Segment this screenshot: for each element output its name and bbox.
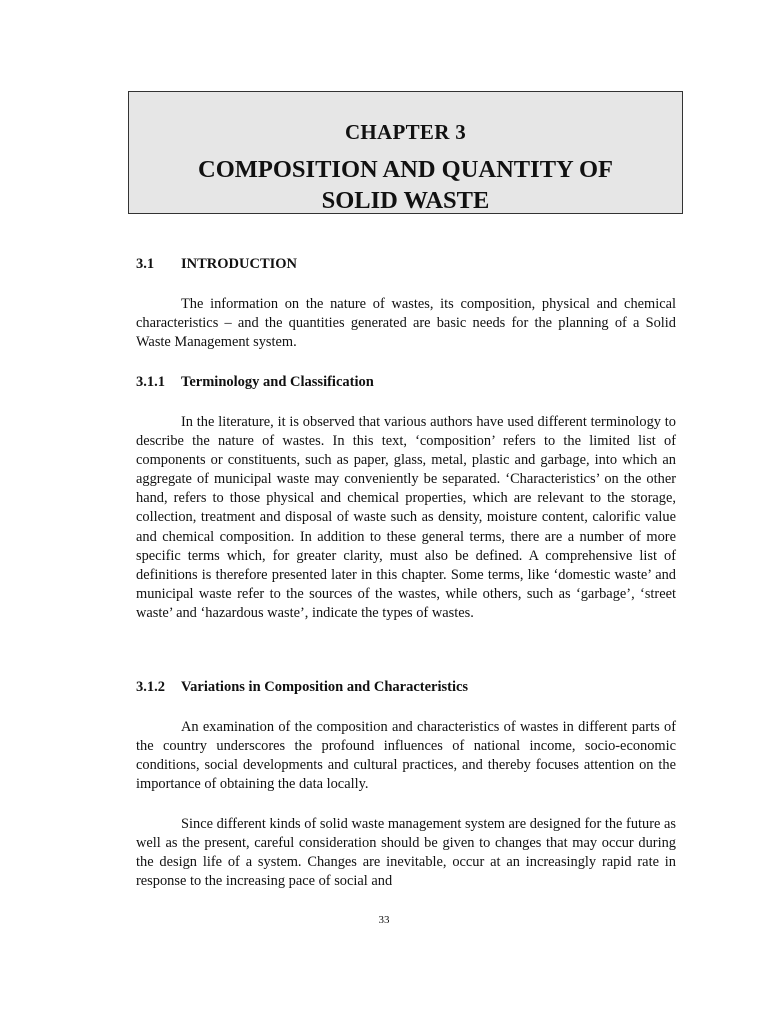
page-number: 33 bbox=[378, 914, 390, 926]
section-title: Variations in Composition and Characteristics bbox=[181, 679, 469, 695]
section-number: 3.1 bbox=[136, 256, 155, 272]
chapter-title-line-2: SOLID WASTE bbox=[321, 187, 490, 214]
section-heading-terminology bbox=[136, 374, 374, 391]
variations-paragraph-2: Since different kinds of solid waste management system are designed for the future as well as the present, careful consideration should be given to changes that may occur during the design life of a system. Changes are inevitable, occur at an increasingly rapid rate in response to the increasing pace of social and bbox=[136, 816, 676, 890]
terminology-paragraph: In the literature, it is observed that various authors have used different terminology to describe the nature of wastes. In this text, ‘composition’ refers to the limited list of components or constituents, such as paper, glass, metal, plastic and garbage, into which an aggregate of municipal waste may conveniently be separated. ‘Characteristics’ on the other hand, refers to those physical and chemical properties, which are relevant to the storage, collection, treatment and disposal of waste such as density, moisture content, calorific value and chemical composition. In addition to these general terms, there are a number of more specific terms which, for greater clarity, must also be defined. A comprehensive list of definitions is therefore presented later in this chapter. Some terms, like ‘domestic waste’ and municipal waste refer to the sources of the wastes, while others, such as ‘garbage’, ‘street waste’ and ‘hazardous waste’, indicate the types of wastes. bbox=[136, 414, 676, 621]
section-heading-introduction bbox=[136, 256, 297, 273]
chapter-title-line-1: COMPOSITION AND QUANTITY OF bbox=[198, 156, 613, 183]
section-number: 3.1.2 bbox=[136, 679, 165, 695]
variations-paragraph-1: An examination of the composition and characteristics of wastes in different parts of the country underscores the profound influences of national income, socio-economic conditions, social developments and cultural practices, and thereby focuses attention on the importance of obtaining the data locally. bbox=[136, 719, 676, 793]
section-heading-variations bbox=[136, 679, 468, 696]
chapter-number: CHAPTER 3 bbox=[344, 120, 467, 144]
section-title: Terminology and Classification bbox=[181, 374, 374, 390]
introduction-paragraph: The information on the nature of wastes, its composition, physical and chemical characteristics – and the quantities generated are basic needs for the planning of a Solid Waste Management system. bbox=[136, 296, 676, 351]
chapter-title bbox=[129, 154, 682, 216]
section-title: INTRODUCTION bbox=[181, 256, 298, 272]
chapter-header-box bbox=[128, 91, 683, 214]
section-number: 3.1.1 bbox=[136, 374, 165, 390]
